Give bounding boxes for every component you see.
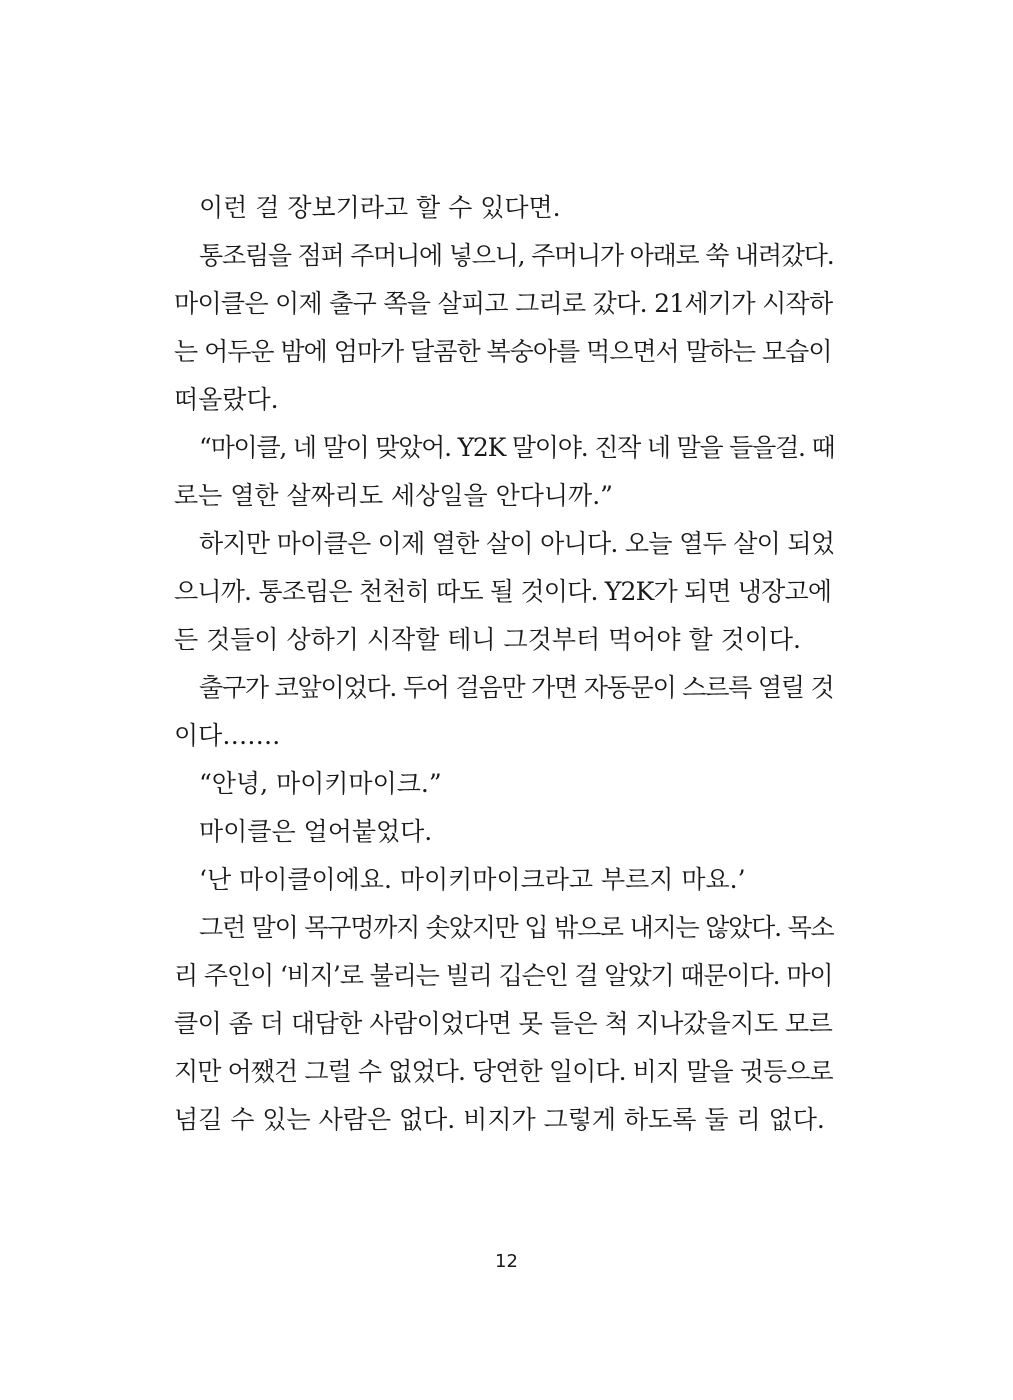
text-line: 하지만 마이클은 이제 열한 살이 아니다. 오늘 열두 살이 되었	[199, 529, 835, 558]
text-line: 이런 걸 장보기라고 할 수 있다면.	[199, 193, 561, 222]
page-number: 12	[495, 1251, 518, 1272]
text-line: 로는 열한 살짜리도 세상일을 안다니까.”	[174, 481, 613, 510]
text-line: 그런 말이 목구멍까지 솟았지만 입 밖으로 내지는 않았다. 목소	[199, 913, 834, 942]
text-line: 클이 좀 더 대담한 사람이었다면 못 들은 척 지나갔을지도 모르	[174, 1009, 833, 1038]
text-line: 이다…….	[174, 721, 281, 750]
text-line: 든 것들이 상하기 시작할 테니 그것부터 먹어야 할 것이다.	[174, 625, 801, 654]
text-line: “안녕, 마이키마이크.”	[199, 769, 442, 798]
text-line: ‘난 마이클이에요. 마이키마이크라고 부르지 마요.’	[199, 865, 746, 894]
text-line: 통조림을 점퍼 주머니에 넣으니, 주머니가 아래로 쑥 내려갔다.	[199, 241, 834, 270]
text-line: 떠올랐다.	[174, 385, 279, 414]
text-line: 마이클은 얼어붙었다.	[199, 817, 433, 846]
text-line: 지만 어쨌건 그럴 수 없었다. 당연한 일이다. 비지 말을 귓등으로	[174, 1057, 833, 1086]
text-line: 마이클은 이제 출구 쪽을 살피고 그리로 갔다. 21세기가 시작하	[174, 289, 833, 318]
text-line: 는 어두운 밤에 엄마가 달콤한 복숭아를 먹으면서 말하는 모습이	[174, 337, 832, 366]
text-line: 넘길 수 있는 사람은 없다. 비지가 그렇게 하도록 둘 리 없다.	[174, 1105, 825, 1134]
body-text	[174, 184, 834, 1144]
text-line: 리 주인이 ‘비지’로 불리는 빌리 깁슨인 걸 알았기 때문이다. 마이	[174, 961, 833, 990]
text-line: 으니까. 통조림은 천천히 따도 될 것이다. Y2K가 되면 냉장고에	[174, 577, 832, 606]
text-line: 출구가 코앞이었다. 두어 걸음만 가면 자동문이 스르륵 열릴 것	[199, 673, 834, 702]
text-line: “마이클, 네 말이 맞았어. Y2K 말이야. 진작 네 말을 들을걸. 때	[199, 433, 835, 462]
